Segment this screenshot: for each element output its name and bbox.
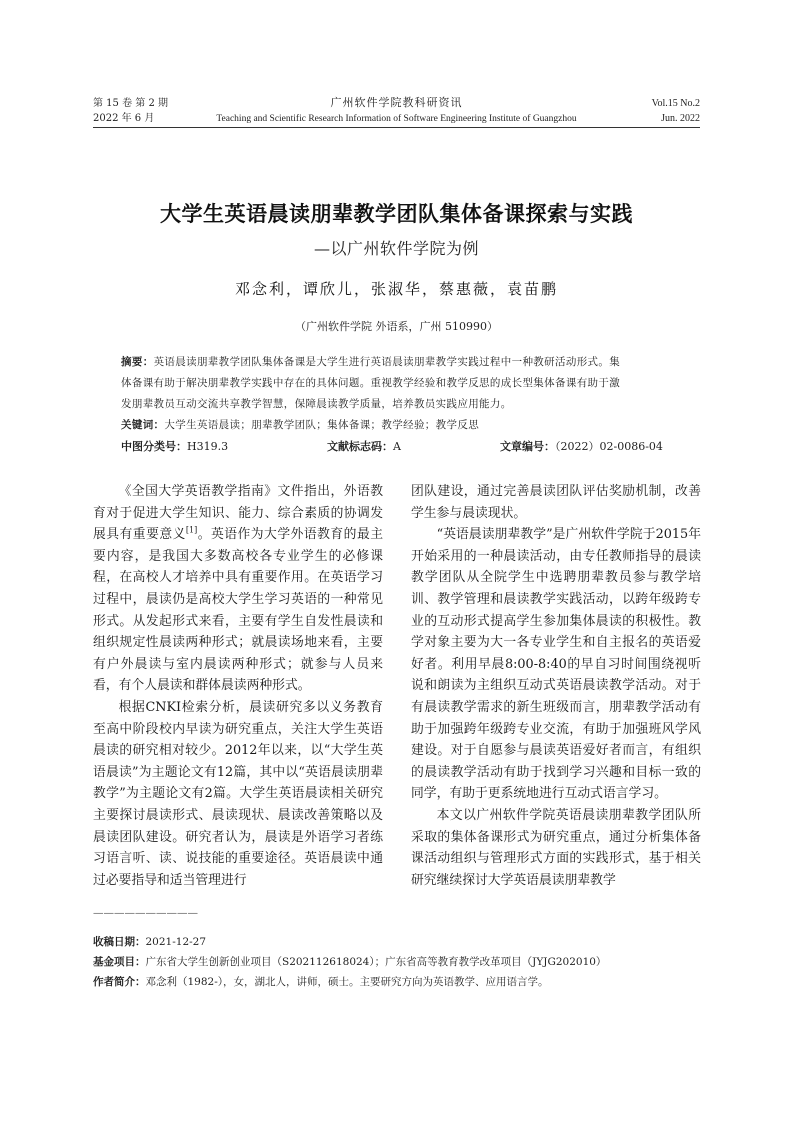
article-number [500,438,663,454]
doc-code-value: A [393,440,401,453]
abstract-line-3: 发朋辈教员互动交流共享教学智慧，保障晨读教学质量，培养教员实践应用能力。 [121,398,512,410]
footnote-rule: —————————— [93,907,198,919]
received-label: 收稿日期： [93,936,146,948]
abstract-line-1 [121,354,620,371]
header-month-year: Jun. 2022 [661,113,700,124]
body-paragraph: 本文以广州软件学院英语晨读朋辈教学团队所采取的集体备课形式为研究重点，通过分析集体备课活动组织与管理形式方面的实践形式，基于相关研究继续探讨大学英语晨读朋辈教学 [411,807,701,888]
abstract-line-2: 体备课有助于解决朋辈教学实践中存在的具体问题。重视教学经验和教学反思的成长型集体备课有助于激 [121,377,621,389]
body-paragraph [93,481,383,697]
body-right-column [411,481,701,891]
body-paragraph: 团队建设，通过完善晨读团队评估奖励机制，改善学生参与晨读现状。 [411,484,701,521]
body-text: 。英语作为大学外语教育的最主要内容，是我国大多数高校各专业学生的必修课程，在高校人才培养中具有重要作用。在英语学习过程中，晨读仍是高校大学生学习英语的一种常见形式。从发起形式来看，主要有学生自发性晨读和组织规定性晨读两种形式；就晨读场地来看，主要有户外晨读与室内晨读两种形式；就参与人员来看，有个人晨读和群体晨读两种形式。 [93,527,384,694]
abstract-label: 摘要： [121,356,154,368]
body-text: 《全国大学英语教学指南》文件指出，外语教育对于促进大学生知识、能力、综合素质的协调发展具有重要意义 [93,484,383,543]
author-list: 邓念利，谭欣儿，张淑华，蔡惠薇，袁苗鹏 [234,280,558,298]
author-bio [93,975,549,989]
header-date: 2022 年 6 月 [93,113,155,124]
received-date [93,935,206,949]
affiliation: （广州软件学院 外语系，广州 510990） [295,320,498,333]
document-code [327,438,401,454]
header-journal-title-en: Teaching and Scientific Research Information of Software Engineering Institute of Guangzhou [216,114,577,124]
fund-value: 广东省大学生创新创业项目（S202112618024）；广东省高等教育教学改革项目（JYJG202010） [145,956,607,968]
keywords-line [121,417,479,434]
body-left-column [93,481,383,891]
author-bio-value: 邓念利（1982-），女，湖北人，讲师，硕士。主要研究方向为英语教学、应用语言学。 [145,976,549,988]
paper-title: 大学生英语晨读朋辈教学团队集体备课探索与实践 [160,201,633,226]
doc-code-label: 文献标志码： [327,440,393,453]
header-rule [93,127,700,128]
header-volume-issue: 第 15 卷 第 2 期 [93,98,168,109]
keywords-text: 大学生英语晨读；朋辈教学团队；集体备课；教学经验；教学反思 [164,419,480,431]
abstract-text-1: 英语晨读朋辈教学团队集体备课是大学生进行英语晨读朋辈教学实践过程中一种教研活动形式。集 [153,356,621,368]
article-number-label: 文章编号： [500,440,555,453]
body-paragraph: “英语晨读朋辈教学”是广州软件学院于2015年开始采用的一种晨读活动，由专任教师指导的晨读教学团队从全院学生中选聘朋辈教员参与教学培训、教学管理和晨读教学实践活动，以跨年级跨专业的互动形式提高学生参加集体晨读的积极性。教学对象主要为大一各专业学生和自主报名的英语爱好者。利用早晨8:00-8:40的早自习时间围绕视听说和朗读为主组织互动式英语晨读教学活动。对于有晨读教学需求的新生班级而言，朋辈教学活动有助于加强跨年级跨专业交流，有助于加强班风学风建设。对于自愿参与晨读英语爱好者而言，有组织的晨读教学活动有助于找到学习兴趣和目标一致的同学，有助于更系统地进行互动式语言学习。 [411,527,701,802]
clc-label: 中图分类号： [121,440,187,453]
fund-project [93,955,606,969]
fund-label: 基金项目： [93,956,146,968]
header-vol-no: Vol.15 No.2 [651,98,700,109]
article-number-value: （2022）02-0086-04 [555,440,663,453]
citation-ref: [1] [185,525,198,535]
body-paragraph: 根据CNKI检索分析，晨读研究多以义务教育至高中阶段校内早读为研究重点，关注大学生英语晨读的研究相对较少。2012年以来，以“大学生英语晨读”为主题论文有12篇，其中以“英语晨读朋辈教学”为主题论文有2篇。大学生英语晨读相关研究主要探讨晨读形式、晨读现状、晨读改善策略以及晨读团队建设。研究者认为，晨读是外语学习者练习语言听、读、说技能的重要途径。英语晨读中通过必要指导和适当管理进行 [93,699,383,888]
keywords-label: 关键词： [121,419,165,431]
header-journal-title-cn: 广州软件学院教科研资讯 [330,96,463,109]
paper-subtitle: —以广州软件学院为例 [313,239,479,258]
clc-number [121,438,228,454]
clc-value: H319.3 [187,440,229,453]
author-bio-label: 作者简介： [93,976,146,988]
received-value: 2021-12-27 [145,936,207,948]
